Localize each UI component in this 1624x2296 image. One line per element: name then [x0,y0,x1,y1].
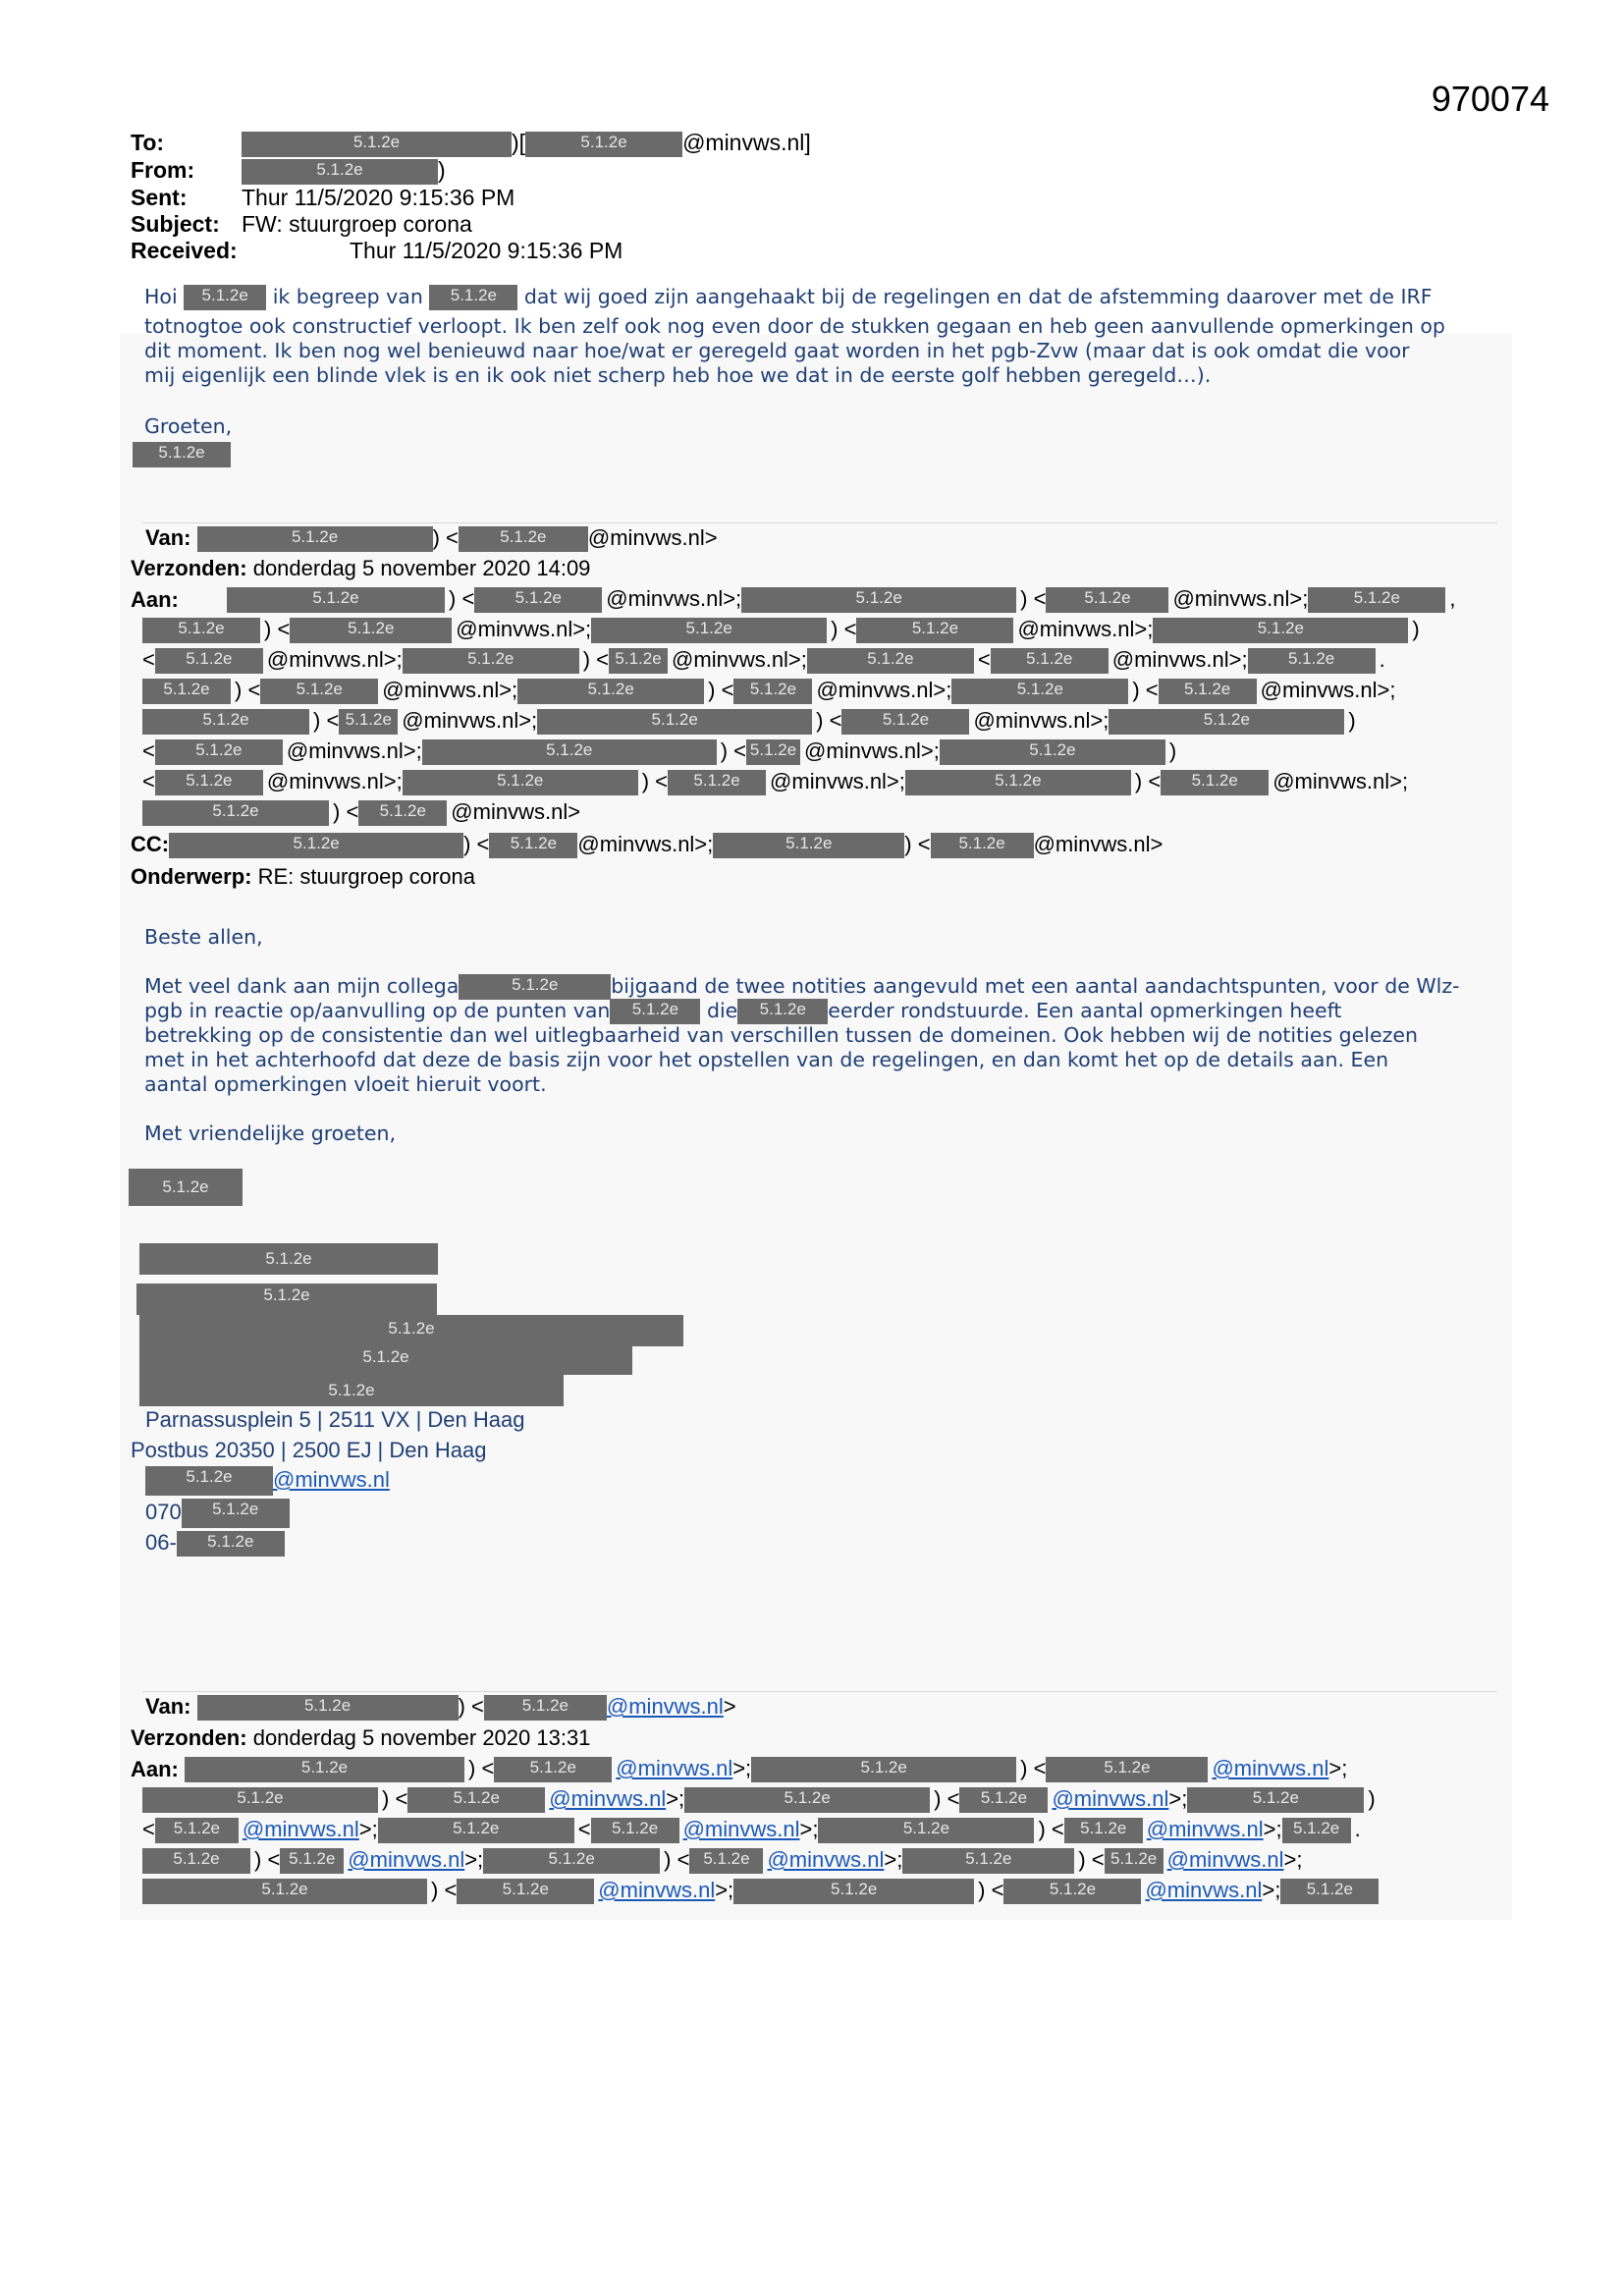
redaction: 5.1.2e [959,1787,1048,1813]
msg2-closing: Met vriendelijke groeten, [144,1121,396,1145]
van-label: Van: [145,1694,191,1719]
recipient-email-link[interactable]: @minvws.nl [1146,1817,1264,1841]
received-row [131,238,811,264]
redaction: 5.1.2e [489,833,577,858]
redaction: 5.1.2e [1109,709,1344,735]
msg1-signature [133,442,231,467]
redaction: 5.1.2e [422,739,717,765]
recipient-email: @minvws.nl>; [1111,647,1248,672]
msg1-line-4: mij eigenlijk een blinde vlek is en ik ook niet scherp heb hoe we dat in de eerste golf hebben geregeld…). [144,363,1212,387]
signature-line [139,1315,683,1346]
msg3-verzonden [131,1725,590,1751]
redaction: 5.1.2e [483,1848,660,1874]
recipient-email-link[interactable]: @minvws.nl [1212,1756,1329,1780]
redaction: 5.1.2e [1161,770,1269,795]
recipient-row: 5.1.2e ) < 5.1.2e @minvws.nl>; 5.1.2e ) < 5.1.2e @minvws.nl>; [142,1753,1497,1783]
recipient-email: @minvws.nl>; [672,647,807,672]
redaction: 5.1.2e [494,1757,612,1782]
redaction: 5.1.2e [129,1169,243,1206]
msg2-verzonden [131,556,590,581]
redaction: 5.1.2e [227,587,445,613]
redaction: 5.1.2e [142,679,231,704]
redaction: 5.1.2e [169,833,463,858]
recipient-email: @minvws.nl>; [804,738,940,763]
redaction: 5.1.2e [177,1531,285,1557]
msg2-body-line-4: met in het achterhoofd dat deze de basis zijn voor het opstellen van de regelingen, en dan komt het op de details aan. Een [144,1048,1389,1071]
redaction: 5.1.2e [184,285,266,310]
redaction: 5.1.2e [378,1818,574,1843]
redaction: 5.1.2e [940,739,1165,765]
van-email: @minvws.nl> [587,525,718,550]
redaction: 5.1.2e [142,618,260,643]
recipient-row: < 5.1.2e @minvws.nl>; 5.1.2e ) < 5.1.2e @minvws.nl>; 5.1.2e ) [142,736,1497,766]
redaction: 5.1.2e [139,1243,438,1275]
msg1-text: dat wij goed zijn aangehaakt bij de regelingen en dat de afstemming daarover met de IRF [523,285,1433,308]
redaction: 5.1.2e [142,1879,427,1904]
redaction: 5.1.2e [517,679,704,704]
sent-value: Thur 11/5/2020 9:15:36 PM [242,184,515,210]
redaction: 5.1.2e [1153,618,1408,643]
recipient-email-link[interactable]: @minvws.nl [1166,1847,1284,1872]
phone-prefix: 070 [145,1499,182,1524]
verzonden-value: donderdag 5 november 2020 14:09 [252,556,591,580]
recipient-email: @minvws.nl>; [402,708,538,733]
msg2-body-line-1 [144,974,1460,1000]
redaction: 5.1.2e [856,618,1013,643]
redaction: 5.1.2e [139,1375,564,1406]
recipient-row: < 5.1.2e @minvws.nl>; 5.1.2e ) < 5.1.2e @minvws.nl>; 5.1.2e < 5.1.2e @minvws.nl>; 5.1.2e . [142,644,1497,675]
redaction: 5.1.2e [185,1757,464,1782]
redaction: 5.1.2e [339,709,398,735]
redaction: 5.1.2e [474,587,602,613]
recipient-email-link[interactable]: @minvws.nl [1052,1786,1169,1811]
recipient-email: @minvws.nl>; [382,678,518,702]
redaction: 5.1.2e [713,833,904,858]
redaction: 5.1.2e [136,1284,437,1315]
recipient-row: < 5.1.2e @minvws.nl>; 5.1.2e ) < 5.1.2e @minvws.nl>; 5.1.2e ) < 5.1.2e @minvws.nl>; [142,766,1497,796]
msg2-text: Met veel dank aan mijn collega [144,974,460,998]
msg1-line-2: totnogtoe ook constructief verloopt. Ik ben zelf ook nog even door de stukken gegaan en heb geen aanvullende opmerkingen op [144,314,1445,338]
redaction: 5.1.2e [155,770,263,795]
recipient-email: @minvws.nl>; [770,769,905,793]
redaction: 5.1.2e [1003,1879,1141,1904]
recipient-email: @minvws.nl>; [1172,586,1309,611]
redaction: 5.1.2e [142,709,309,735]
verzonden-label: Verzonden: [131,556,247,580]
redaction: 5.1.2e [525,132,682,157]
redaction: 5.1.2e [668,770,766,795]
msg2-salutation: Beste allen, [144,925,263,949]
recipient-row: 5.1.2e ) < 5.1.2e @minvws.nl>; 5.1.2e ) < 5.1.2e @minvws.nl>; 5.1.2e ) < 5.1.2e @minvws.nl>; [142,1844,1497,1875]
redaction: 5.1.2e [155,648,263,674]
recipient-email: @minvws.nl>; [816,678,952,702]
redaction: 5.1.2e [591,1818,679,1843]
redaction: 5.1.2e [818,1818,1034,1843]
signature-email [145,1466,390,1496]
recipient-email: @minvws.nl>; [266,769,403,793]
onderwerp-value: RE: stuurgroep corona [257,864,475,889]
signature-phone-1 [145,1499,290,1528]
msg2-body-line-5: aantal opmerkingen vloeit hieruit voort. [144,1072,547,1096]
email-header [131,130,811,264]
redaction: 5.1.2e [951,679,1128,704]
redaction: 5.1.2e [591,618,827,643]
redaction: 5.1.2e [746,739,800,765]
redaction: 5.1.2e [457,1879,594,1904]
msg2-recipients [142,583,1497,827]
msg2-text: eerder rondstuurde. Een aantal opmerkingen heeft [828,999,1342,1022]
from-row: From: 5.1.2e ) [131,156,446,183]
redaction: 5.1.2e [1064,1818,1143,1843]
recipient-email-link[interactable]: @minvws.nl [767,1847,885,1872]
msg2-onderwerp [131,864,475,890]
redaction: 5.1.2e [751,1757,1016,1782]
redaction: 5.1.2e [609,648,668,674]
msg3-recipients [142,1753,1497,1905]
redaction: 5.1.2e [931,833,1034,858]
recipient-email: @minvws.nl>; [456,617,592,641]
verzonden-value: donderdag 5 november 2020 13:31 [252,1725,591,1750]
redaction: 5.1.2e [182,1499,290,1528]
msg2-cc: CC: 5.1.2e ) < 5.1.2e @minvws.nl>; 5.1.2e ) < 5.1.2e @minvws.nl> [131,832,1163,858]
msg1-greeting: Groeten, [144,414,233,438]
redaction: 5.1.2e [242,159,438,185]
recipient-email-link[interactable]: @minvws.nl [348,1847,465,1872]
recipient-email: @minvws.nl>; [973,708,1110,733]
redaction: 5.1.2e [537,709,812,735]
msg1-text: Hoi [144,285,178,308]
redaction: 5.1.2e [197,526,433,552]
redaction: 5.1.2e [459,526,588,552]
redaction: 5.1.2e [1280,1879,1379,1904]
recipient-email: @minvws.nl>; [286,738,422,763]
to-domain: @minvws.nl] [682,130,811,155]
msg2-text: bijgaand de twee notities aangevuld met een aantal aandachtspunten, voor de Wlz- [611,974,1460,998]
van-label: Van: [145,525,191,550]
redaction: 5.1.2e [155,1818,239,1843]
signature-line [139,1243,438,1275]
redaction: 5.1.2e [197,1695,459,1721]
received-value: Thur 11/5/2020 9:15:36 PM [350,237,623,263]
msg2-body-line-3: betrekking op de consistentie dan wel uitlegbaarheid van verschillen tussen de domeinen. Ook hebben wij de notities gelezen [144,1023,1418,1047]
recipient-email: @minvws.nl> [451,799,581,824]
redaction: 5.1.2e [737,999,828,1024]
redaction: 5.1.2e [260,679,378,704]
redaction: 5.1.2e [610,999,700,1024]
redaction: 5.1.2e [290,618,452,643]
sent-row [131,185,811,211]
redaction: 5.1.2e [684,1787,930,1813]
signature-line [139,1343,632,1375]
redaction: 5.1.2e [358,800,447,826]
msg1-text: ik begreep van [272,285,423,308]
redaction: 5.1.2e [403,648,579,674]
recipient-row: 5.1.2e ) < 5.1.2e @minvws.nl>; 5.1.2e ) < 5.1.2e @minvws.nl>; 5.1.2e , [142,583,1497,614]
redaction: 5.1.2e [155,739,283,765]
redaction: 5.1.2e [1046,587,1168,613]
msg2-text: die [706,999,738,1022]
msg1-line-3: dit moment. Ik ben nog wel benieuwd naar hoe/wat er geregeld gaat worden in het pgb-Zvw (maar dat is ook omdat die voor [144,339,1410,362]
recipient-email: @minvws.nl>; [1017,617,1154,641]
onderwerp-label: Onderwerp: [131,864,252,889]
separator [142,522,1497,523]
cc-email: @minvws.nl>; [577,832,714,856]
redaction: 5.1.2e [733,1879,974,1904]
signature-line [136,1284,437,1315]
recipient-row: 5.1.2e ) < 5.1.2e @minvws.nl>; 5.1.2e ) < 5.1.2e @minvws.nl>; 5.1.2e ) [142,705,1497,736]
signature-phone-2 [145,1530,285,1557]
redaction: 5.1.2e [403,770,638,795]
redaction: 5.1.2e [741,587,1016,613]
recipient-row: 5.1.2e ) < 5.1.2e @minvws.nl> [142,796,1497,827]
signature-name [129,1169,243,1206]
redaction: 5.1.2e [1105,1848,1164,1874]
redaction: 5.1.2e [280,1848,344,1874]
recipient-email-link[interactable]: @minvws.nl [549,1786,667,1811]
recipient-email: @minvws.nl>; [266,647,403,672]
aan-label: Aan: [131,1757,179,1781]
msg2-van: Van: 5.1.2e ) < 5.1.2e @minvws.nl> [145,525,718,552]
redaction: 5.1.2e [429,285,517,310]
recipient-row: 5.1.2e ) < 5.1.2e @minvws.nl>; 5.1.2e ) < 5.1.2e @minvws.nl>; 5.1.2e ) < 5.1.2e @minvws.nl>; [142,675,1497,705]
recipient-row: 5.1.2e ) < 5.1.2e @minvws.nl>; 5.1.2e ) < 5.1.2e @minvws.nl>; 5.1.2e ) [142,1783,1497,1814]
recipient-email: @minvws.nl>; [606,586,742,611]
from-label: From: [131,156,195,183]
redaction: 5.1.2e [1282,1818,1351,1843]
redaction: 5.1.2e [841,709,969,735]
document-number: 970074 [1431,79,1549,119]
redaction: 5.1.2e [1187,1787,1364,1813]
recipient-email-link[interactable]: @minvws.nl [1145,1878,1263,1902]
msg3-van: Van: 5.1.2e ) < 5.1.2e @minvws.nl> [145,1694,736,1721]
address-line-2: Postbus 20350 | 2500 EJ | Den Haag [131,1438,487,1462]
redaction: 5.1.2e [1159,679,1257,704]
redaction: 5.1.2e [142,800,329,826]
recipient-email: @minvws.nl>; [1260,678,1396,702]
sent-label: Sent: [131,184,188,210]
address-line-1: Parnassusplein 5 | 2511 VX | Den Haag [145,1407,525,1432]
redaction: 5.1.2e [139,1315,683,1346]
recipient-email-link[interactable]: @minvws.nl [682,1817,800,1841]
redaction: 5.1.2e [133,442,231,467]
redaction: 5.1.2e [991,648,1109,674]
redaction: 5.1.2e [145,1466,273,1496]
redaction: 5.1.2e [459,974,611,1000]
van-email-link[interactable]: @minvws.nl [606,1694,724,1719]
signature-line [139,1375,564,1406]
redaction: 5.1.2e [142,1787,378,1813]
redaction: 5.1.2e [139,1343,632,1375]
redaction: 5.1.2e [902,1848,1074,1874]
phone-prefix: 06- [145,1530,177,1555]
subject-value: FW: stuurgroep corona [242,210,472,237]
redaction: 5.1.2e [242,132,512,157]
to-row: To: 5.1.2e )[ 5.1.2e @minvws.nl] [131,130,811,155]
subject-row [131,211,811,238]
redaction: 5.1.2e [733,679,812,704]
msg2-body-line-2 [144,999,1341,1024]
recipient-row: < 5.1.2e @minvws.nl>; 5.1.2e < 5.1.2e @minvws.nl>; 5.1.2e ) < 5.1.2e @minvws.nl>; 5.1.2e . [142,1814,1497,1844]
recipient-row: 5.1.2e ) < 5.1.2e @minvws.nl>; 5.1.2e ) < 5.1.2e @minvws.nl>; 5.1.2e ) [142,614,1497,644]
redaction: 5.1.2e [484,1695,607,1721]
subject-label: Subject: [131,210,220,237]
redaction: 5.1.2e [1248,648,1376,674]
redaction: 5.1.2e [689,1848,763,1874]
redaction: 5.1.2e [1308,587,1445,613]
verzonden-label: Verzonden: [131,1725,247,1750]
separator [142,1691,1497,1692]
recipient-email: @minvws.nl>; [1272,769,1409,793]
redaction: 5.1.2e [905,770,1131,795]
aan-label: Aan: [131,587,179,612]
recipient-email-link[interactable]: @minvws.nl [616,1756,733,1780]
redaction: 5.1.2e [142,1848,250,1874]
to-label: To: [131,130,165,155]
msg1-line-1 [144,285,1433,310]
received-label: Received: [131,237,238,263]
signature-email-link[interactable]: @minvws.nl [273,1466,390,1492]
redaction: 5.1.2e [407,1787,545,1813]
recipient-email-link[interactable]: @minvws.nl [598,1878,716,1902]
redaction: 5.1.2e [1046,1757,1208,1782]
msg2-text: pgb in reactie op/aanvulling op de punten van [144,999,611,1022]
redaction: 5.1.2e [807,648,974,674]
cc-email: @minvws.nl> [1033,832,1164,856]
recipient-row: 5.1.2e ) < 5.1.2e @minvws.nl>; 5.1.2e ) < 5.1.2e @minvws.nl>; 5.1.2e [142,1875,1497,1905]
cc-label: CC: [131,832,170,856]
recipient-email-link[interactable]: @minvws.nl [242,1817,359,1841]
